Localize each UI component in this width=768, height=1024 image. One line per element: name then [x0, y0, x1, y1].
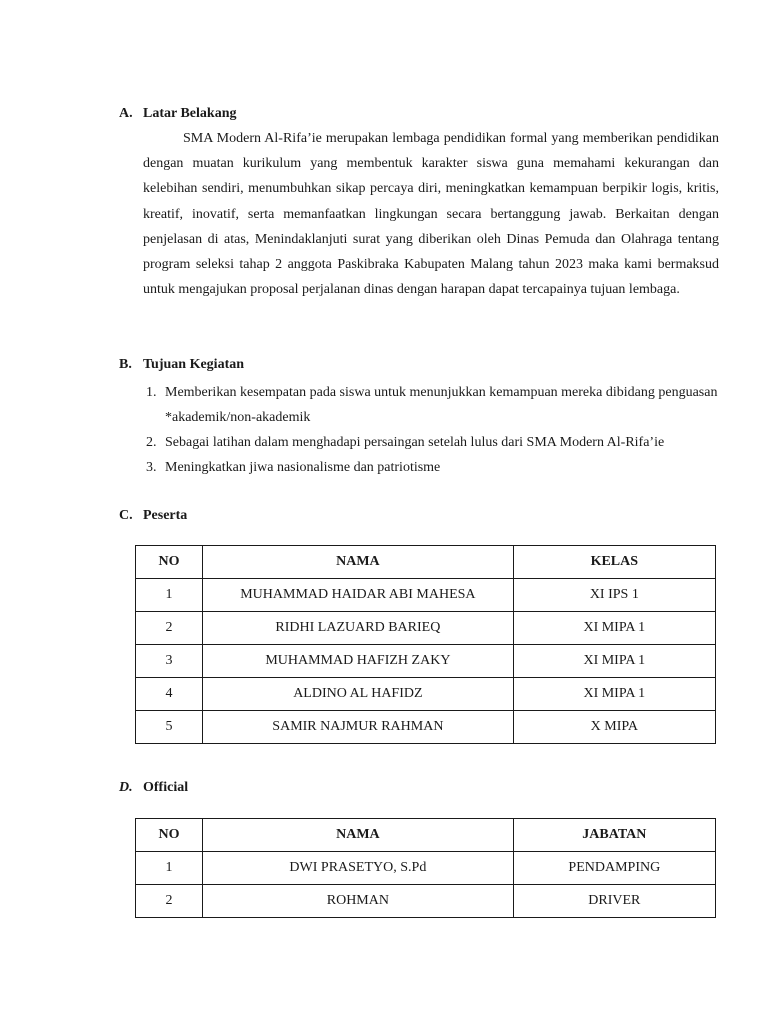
header-kelas: KELAS — [513, 546, 715, 579]
section-c-heading — [119, 508, 187, 524]
header-nama: NAMA — [203, 546, 514, 579]
header-nama: NAMA — [203, 819, 514, 852]
cell-nama: DWI PRASETYO, S.Pd — [203, 852, 514, 885]
cell-jabatan: DRIVER — [513, 885, 715, 918]
header-no: NO — [136, 819, 203, 852]
cell-no: 2 — [136, 612, 203, 645]
cell-nama: SAMIR NAJMUR RAHMAN — [203, 711, 514, 744]
table-header-row — [136, 819, 716, 852]
cell-nama: RIDHI LAZUARD BARIEQ — [203, 612, 514, 645]
cell-no: 3 — [136, 645, 203, 678]
cell-nama: MUHAMMAD HAIDAR ABI MAHESA — [203, 579, 514, 612]
section-c-letter: C. — [119, 508, 133, 523]
list-item-number: 1. — [146, 385, 157, 400]
list-item-text: Memberikan kesempatan pada siswa untuk menunjukkan kemampuan mereka dibidang penguasan *akademik/non-akademik — [165, 385, 718, 425]
cell-kelas: XI MIPA 1 — [513, 678, 715, 711]
section-c-title: Peserta — [143, 508, 188, 523]
cell-no: 1 — [136, 852, 203, 885]
cell-kelas: X MIPA — [513, 711, 715, 744]
table-row — [136, 852, 716, 885]
table-header-row — [136, 546, 716, 579]
cell-nama: MUHAMMAD HAFIZH ZAKY — [203, 645, 514, 678]
cell-no: 4 — [136, 678, 203, 711]
list-item — [143, 455, 723, 480]
section-a-title: Latar Belakang — [143, 106, 237, 121]
cell-no: 5 — [136, 711, 203, 744]
list-item — [143, 430, 723, 455]
table-row — [136, 645, 716, 678]
section-a-heading — [119, 106, 236, 122]
section-d-title: Official — [143, 780, 189, 795]
cell-no: 1 — [136, 579, 203, 612]
list-item-number: 2. — [146, 435, 157, 450]
cell-jabatan: PENDAMPING — [513, 852, 715, 885]
cell-kelas: XI MIPA 1 — [513, 612, 715, 645]
latar-belakang-paragraph: SMA Modern Al-Rifa’ie merupakan lembaga pendidikan formal yang memberikan pendidikan dengan muatan kurikulum yang membentuk karakter siswa guna memahami kekurangan dan kelebihan sendiri, menumbuhkan sikap percaya diri, meningkatkan kemampuan berpikir logis, kritis, kreatif, inovatif, serta memanfaatkan lingkungan secara bertanggung jawab. Berkaitan dengan penjelasan di atas, Menindaklanjuti surat yang diberikan oleh Dinas Pemuda dan Olahraga tentang program seleksi tahap 2 anggota Paskibraka Kabupaten Malang tahun 2023 maka kami bermaksud untuk mengajukan proposal perjalanan dinas dengan harapan dapat tercapainya tujuan lembaga. — [143, 131, 719, 298]
cell-nama: ALDINO AL HAFIDZ — [203, 678, 514, 711]
list-item — [143, 380, 723, 430]
cell-no: 2 — [136, 885, 203, 918]
table-row — [136, 579, 716, 612]
section-d-letter: D. — [119, 780, 133, 795]
tujuan-list — [143, 380, 723, 480]
section-d-heading — [119, 780, 188, 796]
header-no: NO — [136, 546, 203, 579]
section-b-heading — [119, 357, 244, 373]
list-item-text: Sebagai latihan dalam menghadapi persaingan setelah lulus dari SMA Modern Al-Rifa’ie — [165, 435, 665, 450]
cell-kelas: XI IPS 1 — [513, 579, 715, 612]
table-row — [136, 678, 716, 711]
section-b-title: Tujuan Kegiatan — [143, 357, 245, 372]
section-b-letter: B. — [119, 357, 132, 372]
header-jabatan: JABATAN — [513, 819, 715, 852]
cell-kelas: XI MIPA 1 — [513, 645, 715, 678]
table-row — [136, 612, 716, 645]
list-item-number: 3. — [146, 460, 157, 475]
list-item-text: Meningkatkan jiwa nasionalisme dan patriotisme — [165, 460, 441, 475]
peserta-table — [135, 545, 716, 744]
table-row — [136, 885, 716, 918]
official-table — [135, 818, 716, 918]
cell-nama: ROHMAN — [203, 885, 514, 918]
table-row — [136, 711, 716, 744]
section-a-letter: A. — [119, 106, 133, 121]
